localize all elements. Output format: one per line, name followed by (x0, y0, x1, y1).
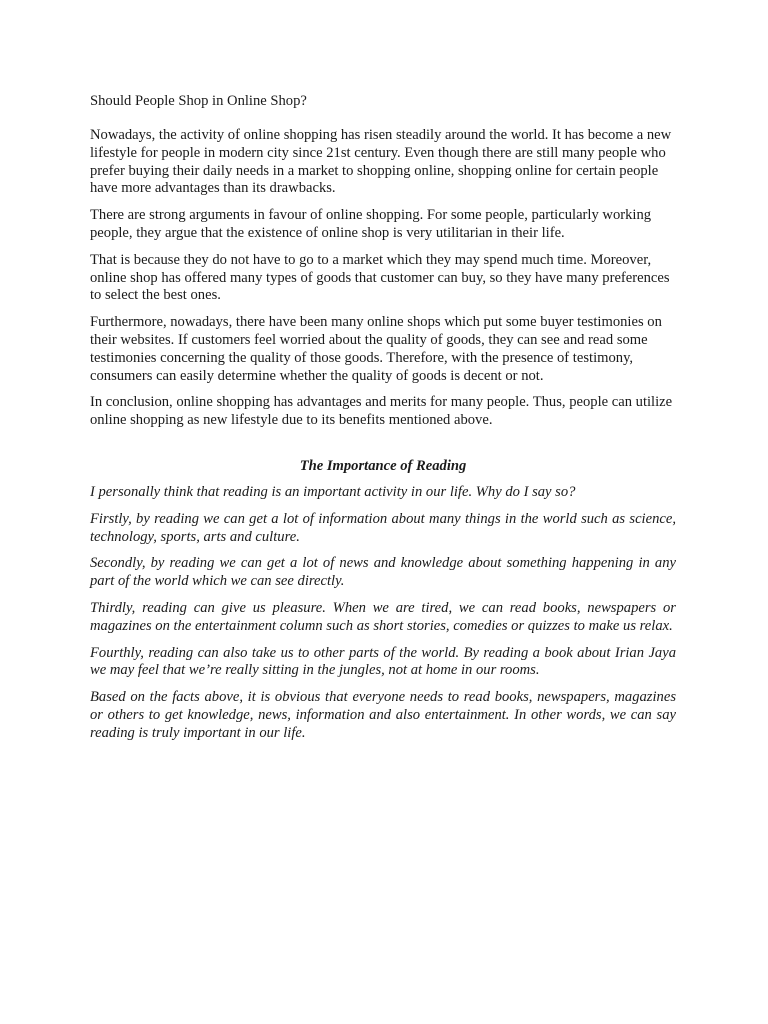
paragraph-conclusion: In conclusion, online shopping has advantages and merits for many people. Thus, people can utilize online shopping as new lifestyle due to its benefits mentioned above. (90, 394, 673, 429)
paragraph-firstly: Firstly, by reading we can get a lot of information about many things in the world such as science, technology, sports, arts and culture. (90, 510, 676, 545)
essay-online-shopping (90, 92, 676, 430)
paragraph-testimonies: Furthermore, nowadays, there have been many online shops which put some buyer testimonies on their websites. If customers feel worried about the quality of goods, they can see and read some testimonies concerning the quality of those goods. Therefore, with the presence of testimony, consumers can easily determine whether the quality of goods is decent or not. (90, 314, 662, 384)
document-page (90, 92, 676, 752)
paragraph-secondly: Secondly, by reading we can get a lot of news and knowledge about something happening in any part of the world which we can see directly. (90, 555, 676, 590)
paragraph-fourthly: Fourthly, reading can also take us to other parts of the world. By reading a book about Irian Jaya we may feel that we’re really sitting in the jungles, not at home in our rooms. (90, 644, 676, 679)
paragraph-conclusion: Based on the facts above, it is obvious that everyone needs to read books, newspapers, magazines or others to get knowledge, news, information and also entertainment. In other words, we can say reading is truly important in our life. (90, 689, 676, 741)
paragraph-reason: That is because they do not have to go to a market which they may spend much time. Moreover, online shop has offered many types of goods that customer can buy, so they have many preferences to select the best ones. (90, 251, 670, 304)
paragraph-thirdly: Thirdly, reading can give us pleasure. When we are tired, we can read books, newspapers or magazines on the entertainment column such as short stories, comedies or quizzes to make us relax. (90, 599, 676, 634)
paragraph-arguments: There are strong arguments in favour of online shopping. For some people, particularly working people, they argue that the existence of online shop is very utilitarian in their life. (90, 207, 652, 241)
essay-title: The Importance of Reading (299, 457, 467, 474)
paragraph-intro: Nowadays, the activity of online shopping has risen steadily around the world. It has become a new lifestyle for people in modern city since 21st century. Even though there are still many people who prefer buying their daily needs in a market to shopping online, shopping online for certain people have more advantages than its drawbacks. (90, 127, 672, 197)
essay-title: Should People Shop in Online Shop? (90, 93, 307, 109)
paragraph-thesis: I personally think that reading is an important activity in our life. Why do I say so? (90, 483, 576, 500)
essay-importance-of-reading (90, 457, 676, 743)
